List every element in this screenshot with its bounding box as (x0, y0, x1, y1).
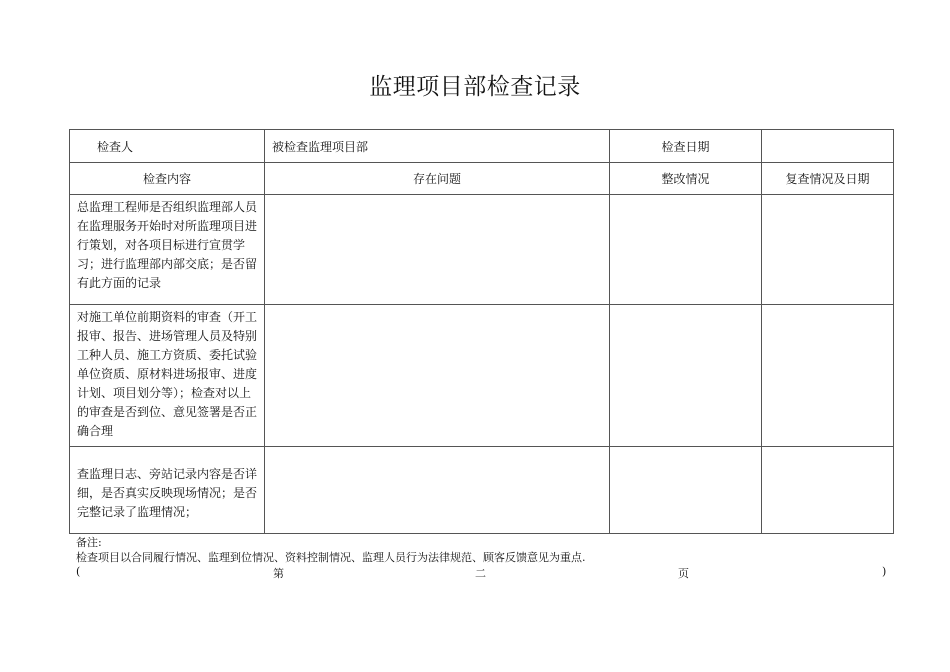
pager-open-paren: ( (76, 565, 81, 578)
inspection-date-field[interactable] (762, 130, 894, 163)
inspector-label: 检查人 (70, 130, 265, 163)
pager-ye: 页 (678, 567, 689, 580)
column-header-content: 检查内容 (70, 163, 265, 195)
header-info-row (70, 130, 894, 163)
pager-close-paren: ) (882, 565, 887, 578)
notes-section (76, 535, 896, 565)
column-header-rectification: 整改情况 (610, 163, 762, 195)
notes-text: 检查项目以合同履行情况、监理到位情况、资料控制情况、监理人员行为法律规范、顾客反馈意见为重点. (76, 551, 586, 564)
table-row (70, 305, 894, 447)
review-cell[interactable] (762, 447, 894, 534)
check-content-cell: 对施工单位前期资料的审查（开工报审、报告、进场管理人员及特别工种人员、施工方资质、委托试验单位资质、原材料进场报审、进度计划、项目划分等）；检查对以上的审查是否到位、意见签署是否正确合理 (70, 305, 265, 447)
issues-cell[interactable] (265, 195, 610, 305)
rectification-cell[interactable] (610, 195, 762, 305)
pager-number: 二 (475, 567, 486, 580)
check-content-cell: 总监理工程师是否组织监理部人员在监理服务开始时对所监理项目进行策划，对各项目标进行宣贯学习；进行监理部内部交底；是否留有此方面的记录 (70, 195, 265, 305)
column-header-issues: 存在问题 (265, 163, 610, 195)
check-content-cell: 查监理日志、旁站记录内容是否详细，是否真实反映现场情况；是否完整记录了监理情况； (70, 447, 265, 534)
column-header-review: 复查情况及日期 (762, 163, 894, 195)
issues-cell[interactable] (265, 305, 610, 447)
table-row (70, 447, 894, 534)
page-title: 监理项目部检查记录 (369, 74, 581, 100)
inspection-date-label: 检查日期 (610, 130, 762, 163)
notes-label: 备注: (76, 536, 102, 549)
issues-cell[interactable] (265, 447, 610, 534)
column-header-row (70, 163, 894, 195)
inspected-dept-label: 被检查监理项目部 (265, 130, 610, 163)
rectification-cell[interactable] (610, 305, 762, 447)
page-number-line (76, 565, 888, 580)
review-cell[interactable] (762, 195, 894, 305)
rectification-cell[interactable] (610, 447, 762, 534)
table-row (70, 195, 894, 305)
review-cell[interactable] (762, 305, 894, 447)
inspection-record-table (69, 129, 894, 534)
pager-di: 第 (273, 567, 284, 580)
